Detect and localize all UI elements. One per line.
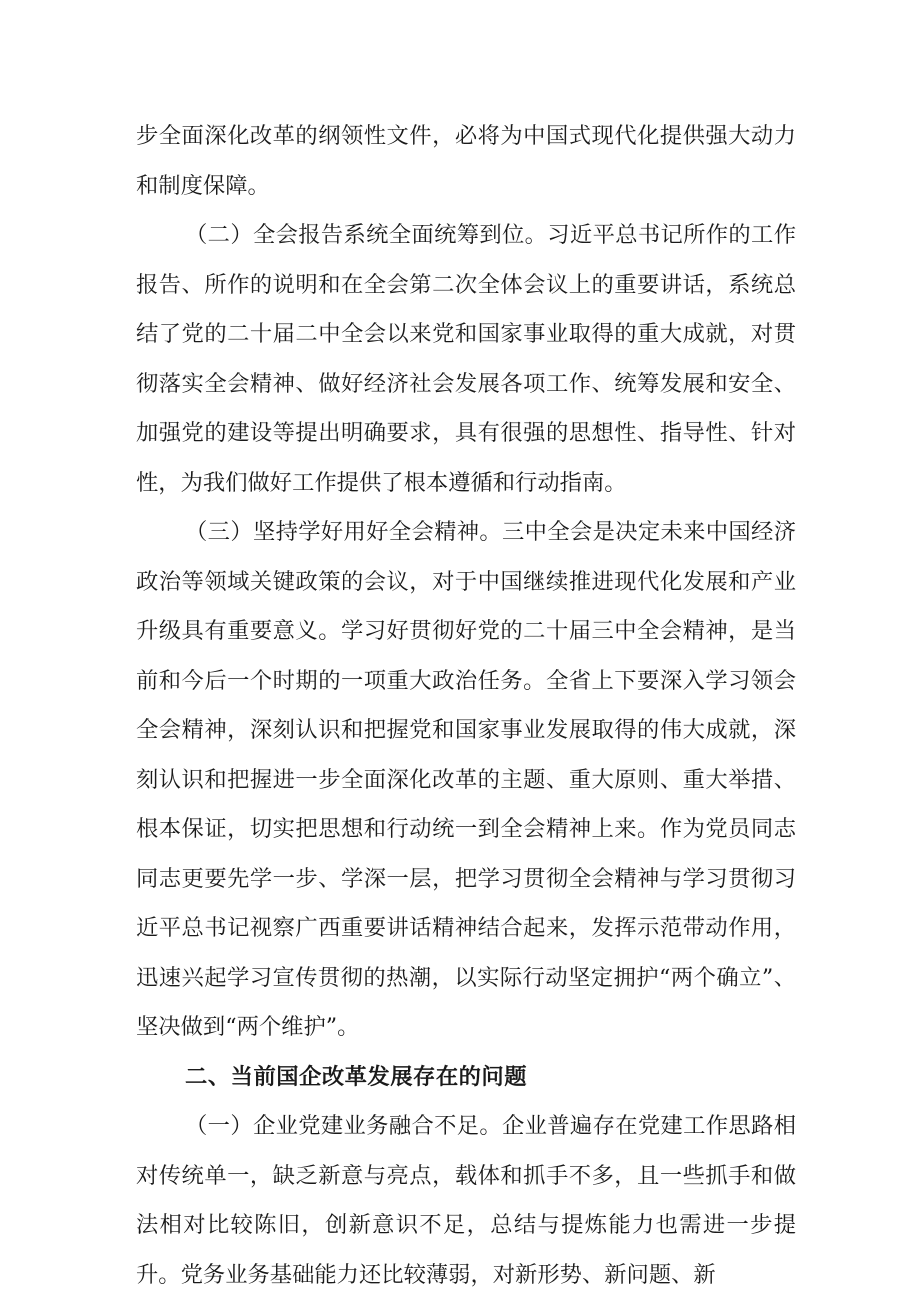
section-heading: 二、当前国企改革发展存在的问题 <box>185 1063 528 1090</box>
document-body <box>136 112 796 1300</box>
paragraph-problem-1: （一）企业党建业务融合不足。企业普遍存在党建工作思路相对传统单一，缺乏新意与亮点，载体和抓手不多，且一些抓手和做法相对比较陈旧，创新意识不足，总结与提炼能力也需进一步提升。党务业务基础能力还比较薄弱，对新形势、新问题、新 <box>136 1113 796 1288</box>
paragraph-section-2: （二）全会报告系统全面统筹到位。习近平总书记所作的工作报告、所作的说明和在全会第二次全体会议上的重要讲话，系统总结了党的二十届二中全会以来党和国家事业取得的重大成就，对贯彻落实全会精神、做好经济社会发展各项工作、统筹发展和安全、加强党的建设等提出明确要求，具有很强的思想性、指导性、针对性，为我们做好工作提供了根本遵循和行动指南。 <box>136 222 796 496</box>
paragraph-section-3: （三）坚持学好用好全会精神。三中全会是决定未来中国经济政治等领域关键政策的会议，对于中国继续推进现代化发展和产业升级具有重要意义。学习好贯彻好党的二十届三中全会精神，是当前和今后一个时期的一项重大政治任务。全省上下要深入学习领会全会精神，深刻认识和把握党和国家事业发展取得的伟大成就，深刻认识和把握进一步全面深化改革的主题、重大原则、重大举措、根本保证，切实把思想和行动统一到全会精神上来。作为党员同志同志更要先学一步、学深一层，把学习贯彻全会精神与学习贯彻习近平总书记视察广西重要讲话精神结合起来，发挥示范带动作用，迅速兴起学习宣传贯彻的热潮，以实际行动坚定拥护“两个确立”、坚决做到“两个维护”。 <box>136 519 796 1040</box>
paragraph-continuation: 步全面深化改革的纲领性文件，必将为中国式现代化提供强大动力和制度保障。 <box>136 123 796 199</box>
